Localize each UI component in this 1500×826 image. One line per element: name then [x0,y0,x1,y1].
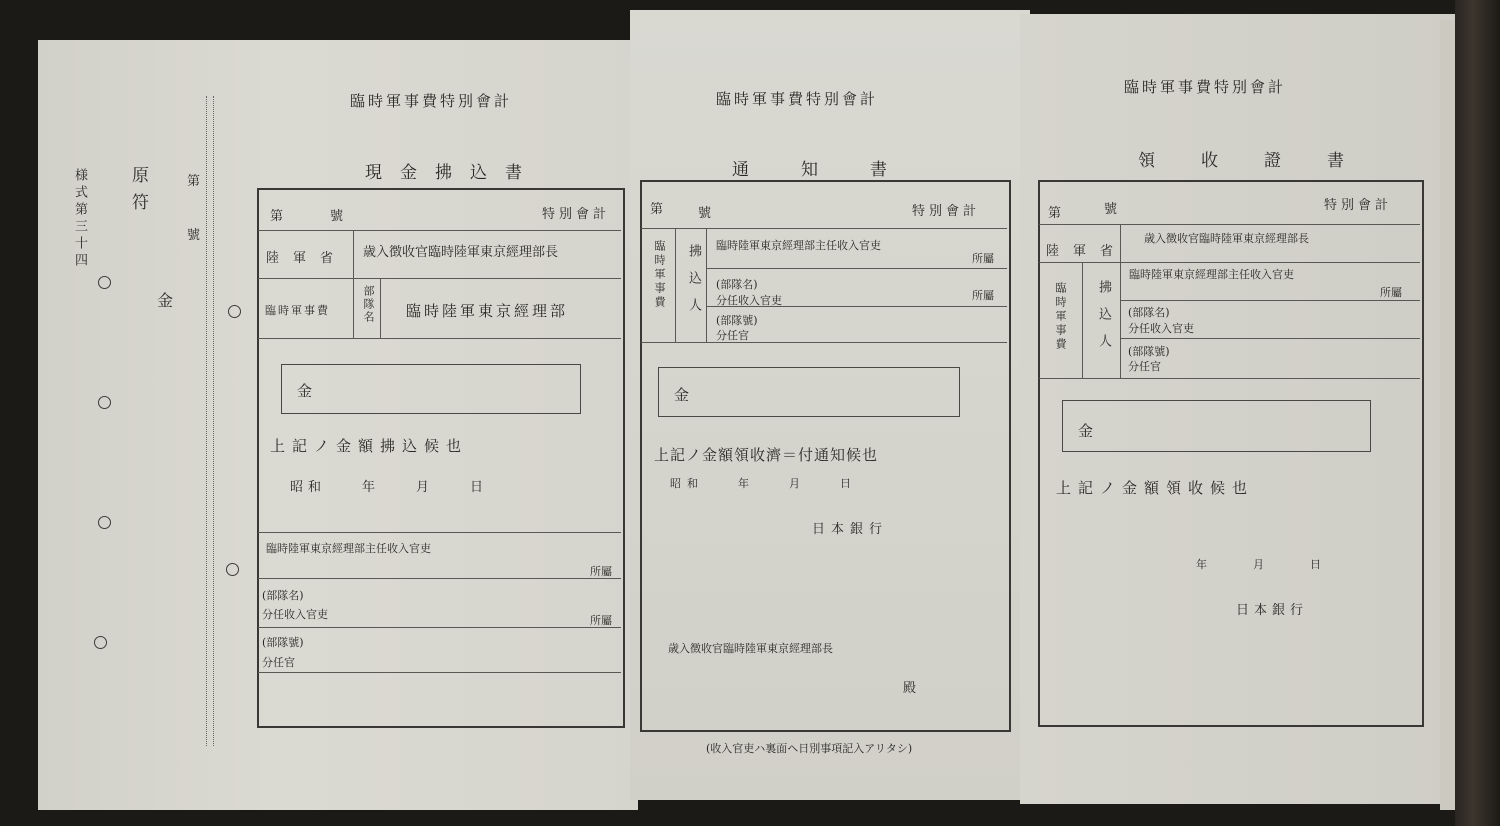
left-butai-value: 臨時陸軍東京經理部 [406,302,569,320]
left-amount-box[interactable] [281,364,581,414]
mid-go: 號 [698,206,712,221]
rule [258,627,621,628]
left-bunninkan: 分任官 [262,656,295,669]
rule [1120,300,1420,301]
right-rikugunsho: 陸軍省 [1046,244,1128,259]
mid-header: 臨時軍事費特別會計 [716,90,879,108]
right-title: 領 收 證 書 [1138,151,1348,171]
mid-dai: 第 [650,202,664,217]
form-number: 様式第三十四 [72,168,87,270]
mid-bunnin: 分任收入官吏 [716,294,782,307]
left-header: 臨時軍事費特別會計 [350,92,513,110]
rule [258,578,621,579]
rule [353,230,354,338]
left-date: 昭和 年 月 日 [290,480,489,495]
left-rikugunsho: 陸軍省 [266,251,348,266]
left-form-frame [257,188,625,728]
right-dai: 第 [1048,206,1062,221]
mid-addressee: 歳入徴收官臨時陸軍東京經理部長 [668,642,833,655]
mid-butai-name: (部隊名) [716,278,758,291]
mid-side-label: 臨時軍事費 [653,240,666,310]
right-butai-name: (部隊名) [1128,306,1170,319]
mid-shozoku-1: 所屬 [972,252,994,265]
left-butai-number: (部隊號) [262,636,304,649]
left-rinji: 臨時軍事費 [265,304,330,317]
book-spine [1455,0,1500,826]
right-amount-box[interactable] [1062,400,1371,452]
stub-label: 原符 [128,166,148,220]
left-statement: 上記ノ金額拂込候也 [270,437,469,455]
left-go: 號 [330,209,344,224]
right-bank: 日本銀行 [1236,603,1309,618]
right-bunninkan: 分任官 [1128,360,1161,373]
stub-kin: 金 [157,291,174,310]
rule [1039,224,1420,225]
mid-date: 昭和 年 月 日 [670,477,857,490]
mid-butai-number: (部隊號) [716,314,758,327]
right-shozoku-1: 所屬 [1380,286,1402,299]
mid-shozoku-2: 所屬 [972,289,994,302]
rule [258,672,621,673]
stub-dai: 第 [187,174,201,189]
rule [1039,378,1420,379]
right-special-account: 特別會計 [1324,198,1393,213]
binding-hole [98,516,111,529]
mid-special-account: 特別會計 [912,204,981,219]
right-collector: 歳入徴收官臨時陸軍東京經理部長 [1144,232,1309,245]
rule [258,338,621,339]
perforation-line [213,96,214,746]
mid-bank: 日本銀行 [812,522,889,537]
binding-hole [94,636,107,649]
right-header: 臨時軍事費特別會計 [1124,78,1287,96]
rule [641,342,1007,343]
left-dai: 第 [270,209,284,224]
left-title: 現金拂込書 [365,163,540,183]
left-kin: 金 [297,382,313,400]
left-collector: 歳入徴收官臨時陸軍東京經理部長 [363,245,559,260]
rule [258,278,621,279]
rule [641,228,1007,229]
mid-title: 通 知 書 [732,160,893,180]
rule [1082,262,1083,378]
rule [706,268,1007,269]
left-shozoku-2: 所屬 [590,614,612,627]
mid-statement: 上記ノ金額領收濟＝付通知候也 [654,446,879,464]
right-bunnin: 分任收入官吏 [1128,322,1194,335]
right-date: 年 月 日 [1196,558,1329,571]
mid-bunninkan: 分任官 [716,329,749,342]
binding-hole [228,305,241,318]
mid-footnote: (收入官吏ハ裏面ヘ日別事項記入アリタシ) [706,742,913,755]
right-haraikomi: 拂込人 [1096,280,1111,361]
stub-go: 號 [187,228,201,243]
right-side-label: 臨時軍事費 [1054,282,1067,352]
mid-line1: 臨時陸軍東京經理部主任收入官吏 [716,239,881,252]
rule [675,228,676,342]
rule [380,278,381,338]
right-go: 號 [1104,202,1118,217]
mid-amount-box[interactable] [658,367,960,417]
right-butai-number: (部隊號) [1128,345,1170,358]
rule [258,230,621,231]
right-kin: 金 [1078,422,1094,440]
rule [1120,338,1420,339]
left-special-account: 特別會計 [542,207,611,222]
left-butai-name: (部隊名) [262,589,304,602]
right-line1: 臨時陸軍東京經理部主任收入官吏 [1129,268,1294,281]
rule [258,532,621,533]
binding-hole [226,563,239,576]
left-official: 臨時陸軍東京經理部主任收入官吏 [266,542,431,555]
right-statement: 上記ノ金額領收候也 [1056,479,1255,497]
binding-hole [98,396,111,409]
mid-kin: 金 [674,386,690,404]
left-butai-label: 部隊名 [362,285,375,324]
left-bunnin: 分任收入官吏 [262,608,328,621]
rule [706,228,707,342]
left-shozoku-1: 所屬 [590,565,612,578]
perforation-line [206,96,207,746]
rule [1039,262,1420,263]
binding-hole [98,276,111,289]
mid-dono: 殿 [903,681,917,696]
mid-haraikomi: 拂込人 [686,244,701,325]
